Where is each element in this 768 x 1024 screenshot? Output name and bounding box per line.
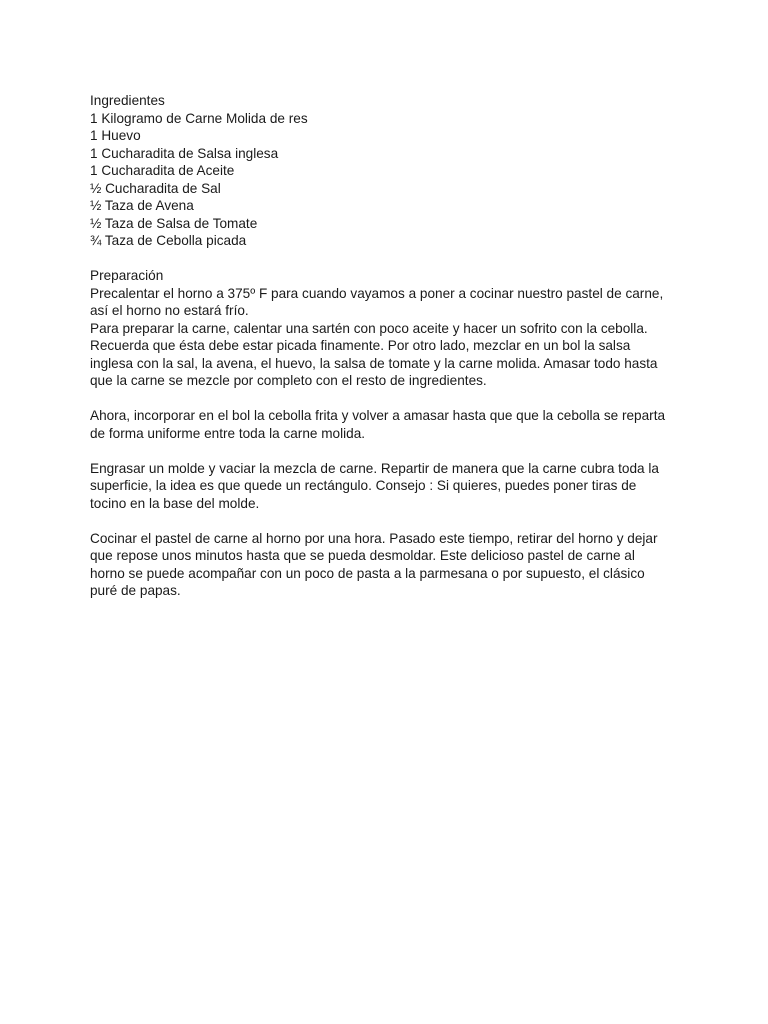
paragraph-line: inglesa con la sal, la avena, el huevo, la salsa de tomate y la carne molida. Amasar todo hasta bbox=[90, 355, 658, 371]
preparation-paragraph bbox=[90, 407, 690, 442]
ingredients-section bbox=[90, 92, 690, 250]
ingredient-item: ½ Taza de Avena bbox=[90, 198, 194, 213]
ingredient-item: 1 Kilogramo de Carne Molida de res bbox=[90, 110, 308, 126]
ingredient-item: ½ Cucharadita de Sal bbox=[90, 180, 221, 196]
paragraph-line: Cocinar el pastel de carne al horno por una hora. Pasado este tiempo, retirar del horno y dejar bbox=[90, 530, 658, 546]
preparation-section bbox=[90, 267, 690, 600]
ingredient-item: 1 Cucharadita de Aceite bbox=[90, 163, 235, 178]
spacer bbox=[90, 442, 690, 460]
paragraph-line: Engrasar un molde y vaciar la mezcla de carne. Repartir de manera que la carne cubra toda la bbox=[90, 460, 659, 476]
paragraph-line: puré de papas. bbox=[90, 583, 181, 598]
preparation-paragraph bbox=[90, 530, 690, 600]
paragraph-line: que repose unos minutos hasta que se pueda desmoldar. Este delicioso pastel de carne al bbox=[90, 548, 635, 563]
paragraph-line: tocino en la base del molde. bbox=[90, 495, 260, 511]
preparation-heading: Preparación bbox=[90, 268, 164, 283]
preparation-paragraph bbox=[90, 460, 690, 513]
spacer bbox=[90, 250, 690, 268]
spacer bbox=[90, 512, 690, 530]
paragraph-line: así el horno no estará frío. bbox=[90, 303, 249, 318]
paragraph-line: superficie, la idea es que quede un rectángulo. Consejo : Si quieres, puedes poner tiras de bbox=[90, 478, 637, 493]
document-page bbox=[90, 92, 690, 600]
preparation-paragraph bbox=[90, 285, 690, 390]
paragraph-line: Recuerda que ésta debe estar picada finamente. Por otro lado, mezclar en un bol la salsa bbox=[90, 338, 631, 353]
paragraph-line: de forma uniforme entre toda la carne molida. bbox=[90, 425, 366, 441]
ingredient-item: 1 Huevo bbox=[90, 128, 141, 143]
paragraph-line: Para preparar la carne, calentar una sartén con poco aceite y hacer un sofrito con la cebolla. bbox=[90, 320, 648, 336]
ingredient-item: 1 Cucharadita de Salsa inglesa bbox=[90, 145, 279, 161]
paragraph-line: horno se puede acompañar con un poco de pasta a la parmesana o por supuesto, el clásico bbox=[90, 565, 645, 581]
paragraph-line: Ahora, incorporar en el bol la cebolla frita y volver a amasar hasta que que la cebolla se reparta bbox=[90, 408, 666, 423]
ingredients-heading: Ingredientes bbox=[90, 93, 165, 108]
paragraph-line: Precalentar el horno a 375º F para cuando vayamos a poner a cocinar nuestro pastel de carne, bbox=[90, 285, 664, 301]
ingredient-item: ¾ Taza de Cebolla picada bbox=[90, 233, 247, 248]
spacer bbox=[90, 390, 690, 408]
ingredient-item: ½ Taza de Salsa de Tomate bbox=[90, 215, 258, 231]
paragraph-line: que la carne se mezcle por completo con el resto de ingredientes. bbox=[90, 373, 487, 388]
